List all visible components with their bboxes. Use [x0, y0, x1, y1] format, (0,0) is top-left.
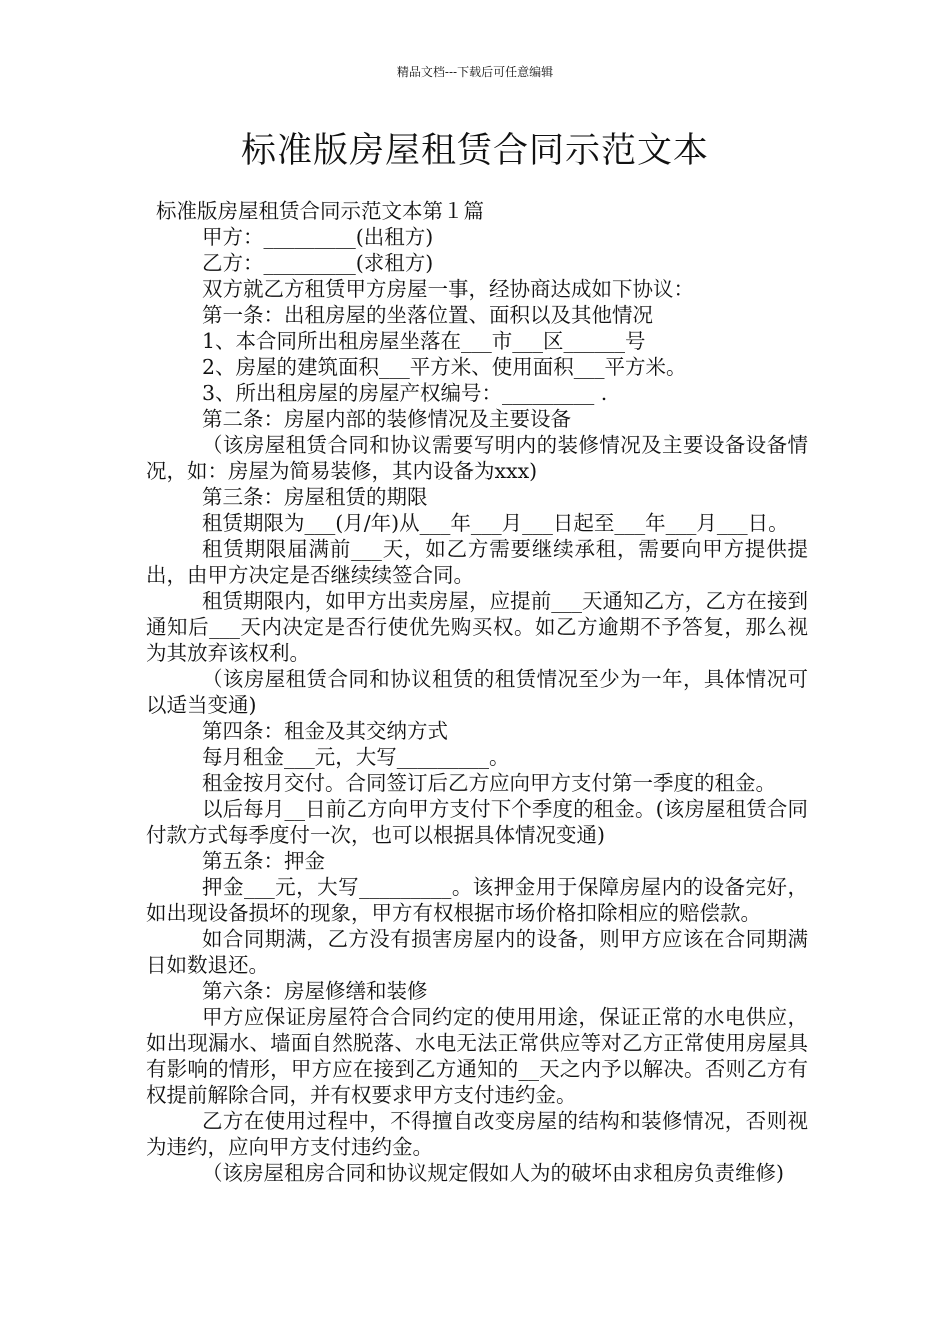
article-3-term: 租赁期限为___(月/年)从___年___月___日起至___年___月___日。 [202, 511, 789, 535]
article-1-item-1: 1、本合同所出租房屋坐落在___市___区______号 [202, 329, 646, 353]
page-header: 精品文档---下载后可任意编辑 [396, 65, 554, 79]
document-subtitle: 标准版房屋租赁合同示范文本第１篇 [156, 199, 484, 223]
article-6-landlord-duty: 甲方应保证房屋符合合同约定的使用用途，保证正常的水电供应，如出现漏水、墙面自然脱落、水电无法正常供应等对乙方正常使用房屋具有影响的情形，甲方应在接到乙方通知的__天之内予以解决。否则乙方有权提前解除合同，并有权要求甲方支付违约金。 [146, 1005, 808, 1107]
article-1-item-2: 2、房屋的建筑面积___平方米、使用面积___平方米。 [202, 355, 687, 379]
article-5-deposit: 押金___元，大写_________。该押金用于保障房屋内的设备完好，如出现设备损坏的现象，甲方有权根据市场价格扣除相应的赔偿款。 [146, 875, 808, 925]
article-6-note: （该房屋租房合同和协议规定假如人为的破坏由求租房负责维修) [202, 1161, 784, 1185]
article-1-item-3: 3、所出租房屋的房屋产权编号：_________ . [202, 381, 608, 405]
article-3-sale: 租赁期限内，如甲方出卖房屋，应提前___天通知乙方，乙方在接到通知后___天内决定是否行使优先购买权。如乙方逾期不予答复，那么视为其放弃该权利。 [146, 589, 808, 665]
article-4-rent: 每月租金___元，大写_________。 [202, 745, 510, 769]
article-1-heading: 第一条：出租房屋的坐落位置、面积以及其他情况 [202, 303, 653, 327]
article-6-tenant-duty: 乙方在使用过程中，不得擅自改变房屋的结构和装修情况，否则视为违约，应向甲方支付违约金。 [146, 1109, 808, 1159]
article-2-heading: 第二条：房屋内部的装修情况及主要设备 [202, 407, 571, 431]
article-2-note: （该房屋租赁合同和协议需要写明内的装修情况及主要设备设备情况，如：房屋为简易装修，其内设备为xxx) [146, 433, 808, 483]
article-4-payment: 租金按月交付。合同签订后乙方应向甲方支付第一季度的租金。 [202, 771, 776, 795]
article-3-note: （该房屋租赁合同和协议租赁的租赁情况至少为一年，具体情况可以适当变通) [146, 667, 808, 717]
article-5-heading: 第五条：押金 [202, 849, 325, 873]
agreement-intro: 双方就乙方租赁甲方房屋一事，经协商达成如下协议： [202, 277, 694, 301]
document-title: 标准版房屋租赁合同示范文本 [240, 131, 709, 171]
party-b-line: 乙方：_________(求租方) [202, 251, 434, 275]
party-a-line: 甲方：_________(出租方) [202, 225, 434, 249]
article-4-schedule: 以后每月__日前乙方向甲方支付下个季度的租金。(该房屋租赁合同付款方式每季度付一次，也可以根据具体情况变通) [146, 797, 808, 847]
article-3-heading: 第三条：房屋租赁的期限 [202, 485, 428, 509]
document-body [146, 198, 808, 1186]
article-4-heading: 第四条：租金及其交纳方式 [202, 719, 448, 743]
article-3-renewal: 租赁期限届满前___天，如乙方需要继续承租，需要向甲方提供提出，由甲方决定是否继续续签合同。 [146, 537, 808, 587]
article-6-heading: 第六条：房屋修缮和装修 [202, 979, 428, 1003]
article-5-refund: 如合同期满，乙方没有损害房屋内的设备，则甲方应该在合同期满日如数退还。 [146, 927, 808, 977]
